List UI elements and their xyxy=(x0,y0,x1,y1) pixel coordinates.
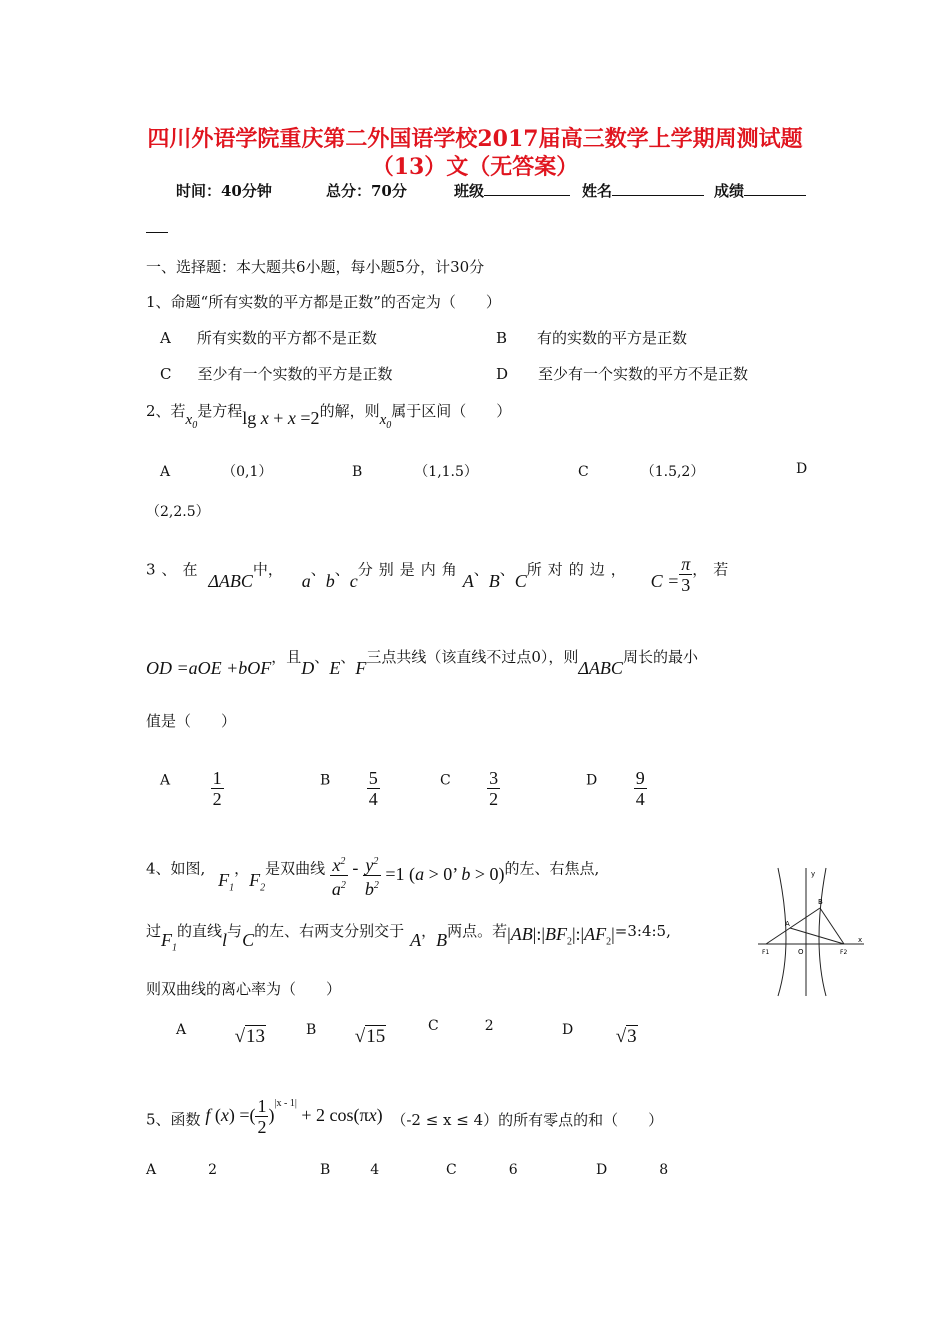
q5-option-a: A 2 xyxy=(146,1162,218,1178)
exam-total-score: 总分：70分 xyxy=(326,182,407,200)
q3-option-a: A $\frac{1}{2}$ xyxy=(160,768,222,809)
q4-line3: 则双曲线的离心率为（ ） xyxy=(146,980,342,998)
q1-option-d: D 至少有一个实数的平方不是正数 xyxy=(496,365,749,383)
document-title-line2: （13）文（无答案） xyxy=(371,154,579,180)
exam-time: 时间：40分钟 xyxy=(176,182,272,200)
line-l xyxy=(766,908,820,944)
q3-line3: 值是（ ） xyxy=(146,712,237,730)
name-blank xyxy=(612,181,704,196)
score-blank xyxy=(744,181,806,196)
segment-af2 xyxy=(790,928,844,944)
y-axis-label: y xyxy=(811,870,816,878)
q1-option-a: A 所有实数的平方都不是正数 xyxy=(160,329,377,347)
q2-option-c: C （1.5,2） xyxy=(578,464,705,480)
point-a-label: A xyxy=(785,920,790,928)
q3-line1: 3、在 ΔABC中， a、b、c分别是内角A、B、C所对的边， C = $\frac{\pi}{3}$ ，若 xyxy=(146,554,735,595)
f1-label: F1 xyxy=(762,949,770,956)
x-axis-label: x xyxy=(858,936,863,944)
q2-stem: 2、若$x_0$是方程lg x + x =2的解，则$x_0$属于区间（ ） xyxy=(146,402,512,431)
document-title-line1: 四川外语学院重庆第二外国语学校2017届高三数学上学期周测试题 xyxy=(147,126,803,152)
q3-option-b: B $\frac{5}{4}$ xyxy=(320,768,378,809)
q3-line2: OD =aOE +bOF，且D、E、F三点共线（该直线不过点0），则ΔABC周长的最小 xyxy=(146,648,698,678)
q5-option-c: C 6 xyxy=(446,1162,518,1178)
q1-stem: 1、命题“所有实数的平方都是正数”的否定为（ ） xyxy=(146,293,501,311)
class-blank xyxy=(484,181,570,196)
q2-option-d-letter: D xyxy=(796,461,808,477)
q4-option-d: D √3 xyxy=(562,1022,637,1047)
q2-option-a: A （0,1） xyxy=(160,464,273,480)
q3-option-c: C $\frac{3}{2}$ xyxy=(440,768,499,809)
q4-option-a: A √13 xyxy=(176,1022,266,1047)
class-label: 班级 xyxy=(454,182,485,200)
score-label: 成绩 xyxy=(714,182,745,200)
q4-option-c: C 2 xyxy=(428,1018,494,1034)
q5-option-d: D 8 xyxy=(596,1162,669,1178)
section-heading: 一、选择题：本大题共6小题，每小题5分，计30分 xyxy=(146,258,485,276)
q2-option-d-text: （2,2.5） xyxy=(146,504,210,520)
hyperbola-figure xyxy=(756,866,866,998)
score-field xyxy=(714,180,806,201)
segment-bf2 xyxy=(820,908,844,944)
q3-option-d: D $\frac{9}{4}$ xyxy=(586,768,645,809)
q1-option-b: B 有的实数的平方是正数 xyxy=(496,329,688,347)
q4-option-b: B √15 xyxy=(306,1022,386,1047)
q5-stem: 5、函数 f (x) =( $\frac{1}{2}$ )$^{|x - 1|}$ + 2 cos(πx) （-2 ≤ x ≤ 4）的所有零点的和（ ） xyxy=(146,1096,664,1137)
score-blank-continuation xyxy=(146,232,168,233)
name-label: 姓名 xyxy=(582,182,613,200)
point-b-label: B xyxy=(818,898,823,906)
q5-option-b: B 4 xyxy=(320,1162,380,1178)
q4-line1: 4、如图, $F_1$，$F_2$是双曲线 $\frac{x^2}{a^2}$ - $\frac{y^2}{b^2}$ =1 (a > 0’ b > 0)的左、右焦点, xyxy=(146,846,599,893)
name-field xyxy=(582,180,704,201)
q1-option-c: C 至少有一个实数的平方是正数 xyxy=(160,365,393,383)
hyperbola-right-branch xyxy=(819,868,826,996)
q2-option-b: B （1,1.5） xyxy=(352,464,478,480)
origin-label: O xyxy=(798,948,804,956)
class-field xyxy=(454,180,570,201)
q4-line2: 过$F_1$的直线l与C的左、右两支分别交于 A，B两点。若$|AB|:|BF_2|:|AF_2|=3:4:5$, xyxy=(146,922,671,954)
f2-label: F2 xyxy=(840,949,848,956)
